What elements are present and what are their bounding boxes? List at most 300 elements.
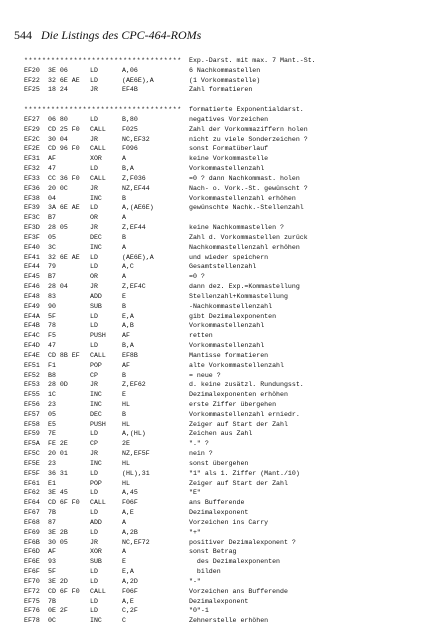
operand: C bbox=[122, 617, 126, 625]
operand: F096 bbox=[122, 145, 138, 153]
listing-row bbox=[24, 135, 416, 145]
operand: B,A bbox=[122, 342, 134, 350]
address: EF49 bbox=[24, 302, 40, 310]
comment: "E" bbox=[189, 489, 201, 497]
opcode-bytes: 28 05 bbox=[48, 224, 68, 232]
opcode-bytes: CD 25 F0 bbox=[48, 125, 80, 133]
operand: Z,EF62 bbox=[122, 381, 146, 389]
address: EF6D bbox=[24, 548, 40, 556]
mnemonic: CALL bbox=[90, 125, 106, 133]
comment: Zeichen aus Zahl bbox=[189, 430, 253, 438]
mnemonic: INC bbox=[90, 194, 102, 202]
opcode-bytes: E1 bbox=[48, 479, 56, 487]
address: EF51 bbox=[24, 361, 40, 369]
address: EF33 bbox=[24, 174, 40, 182]
comment: positiver Dezimalexponent ? bbox=[189, 538, 296, 546]
opcode-bytes: B7 bbox=[48, 273, 56, 281]
opcode-bytes: 32 6E AE bbox=[48, 76, 80, 84]
listing-row bbox=[24, 439, 416, 449]
listing-row bbox=[24, 410, 416, 420]
listing-row bbox=[24, 361, 416, 371]
operand: B bbox=[122, 410, 126, 418]
listing-row bbox=[24, 508, 416, 518]
operand: A,(AE6E) bbox=[122, 204, 154, 212]
listing-row bbox=[24, 115, 416, 125]
operand: A,B bbox=[122, 322, 134, 330]
comment: Zahl d. Vorkommastellen zurück bbox=[189, 233, 308, 241]
mnemonic: OR bbox=[90, 273, 98, 281]
address: EF41 bbox=[24, 253, 40, 261]
listing-row bbox=[24, 154, 416, 164]
listing-row bbox=[24, 243, 416, 253]
operand: A,C bbox=[122, 263, 134, 271]
operand: HL bbox=[122, 479, 130, 487]
listing-row bbox=[24, 292, 416, 302]
opcode-bytes: 83 bbox=[48, 292, 56, 300]
comment: gibt Dezimalexponenten bbox=[189, 312, 277, 320]
mnemonic: JR bbox=[90, 538, 98, 546]
address: EF57 bbox=[24, 410, 40, 418]
operand: NC,EF32 bbox=[122, 135, 150, 143]
listing-row bbox=[24, 194, 416, 204]
address: EF52 bbox=[24, 371, 40, 379]
opcode-bytes: F5 bbox=[48, 332, 56, 340]
opcode-bytes: AF bbox=[48, 155, 56, 163]
comment: dann dez. Exp.=Kommastellung bbox=[189, 283, 300, 291]
opcode-bytes: 28 0D bbox=[48, 381, 68, 389]
mnemonic: INC bbox=[90, 400, 102, 408]
address: EF55 bbox=[24, 391, 40, 399]
address: EF69 bbox=[24, 528, 40, 536]
mnemonic: LD bbox=[90, 577, 98, 585]
mnemonic: LD bbox=[90, 253, 98, 261]
opcode-bytes: 47 bbox=[48, 165, 56, 173]
opcode-bytes: 79 bbox=[48, 263, 56, 271]
address: EF46 bbox=[24, 283, 40, 291]
listing-row bbox=[24, 557, 416, 567]
operand: NC,EF72 bbox=[122, 538, 150, 546]
address: EF67 bbox=[24, 509, 40, 517]
operand: A,E bbox=[122, 509, 134, 517]
listing-row bbox=[24, 597, 416, 607]
operand: A,E bbox=[122, 597, 134, 605]
listing-row bbox=[24, 253, 416, 263]
address: EF64 bbox=[24, 499, 40, 507]
listing-row bbox=[24, 400, 416, 410]
mnemonic: JR bbox=[90, 86, 98, 94]
comment: keine Vorkommastelle bbox=[189, 155, 269, 163]
listing-row bbox=[24, 420, 416, 430]
opcode-bytes: 3C bbox=[48, 243, 56, 251]
separator-stars: *********************************** bbox=[24, 106, 182, 114]
operand: A bbox=[122, 273, 126, 281]
opcode-bytes: 05 bbox=[48, 410, 56, 418]
operand: B bbox=[122, 302, 126, 310]
opcode-bytes: CD 8B EF bbox=[48, 351, 80, 359]
mnemonic: OR bbox=[90, 214, 98, 222]
opcode-bytes: 7E bbox=[48, 430, 56, 438]
listing-row bbox=[24, 449, 416, 459]
address: EF4B bbox=[24, 322, 40, 330]
listing-row bbox=[24, 203, 416, 213]
comment: Dezimalexponenten erhöhen bbox=[189, 391, 288, 399]
operand: EF8B bbox=[122, 351, 138, 359]
comment: Vorkommastellenzahl bbox=[189, 322, 265, 330]
mnemonic: CALL bbox=[90, 351, 106, 359]
opcode-bytes: CD 6F F0 bbox=[48, 587, 80, 595]
mnemonic: CP bbox=[90, 371, 98, 379]
listing-row bbox=[24, 479, 416, 489]
mnemonic: SUB bbox=[90, 302, 102, 310]
comment: Dezimalexponent bbox=[189, 597, 249, 605]
operand: E bbox=[122, 292, 126, 300]
operand: A,06 bbox=[122, 66, 138, 74]
listing-row bbox=[24, 341, 416, 351]
mnemonic: JR bbox=[90, 450, 98, 458]
mnemonic: LD bbox=[90, 528, 98, 536]
block-heading: Exp.-Darst. mit max. 7 Mant.-St. bbox=[189, 57, 316, 64]
mnemonic: CALL bbox=[90, 145, 106, 153]
address: EF2C bbox=[24, 135, 40, 143]
opcode-bytes: 04 bbox=[48, 194, 56, 202]
address: EF5C bbox=[24, 450, 40, 458]
operand: Z,EF44 bbox=[122, 224, 146, 232]
mnemonic: INC bbox=[90, 617, 102, 625]
address: EF75 bbox=[24, 597, 40, 605]
mnemonic: LD bbox=[90, 489, 98, 497]
address: EF4C bbox=[24, 332, 40, 340]
operand: F06F bbox=[122, 587, 138, 595]
listing-row bbox=[24, 380, 416, 390]
comment: sonst übergehen bbox=[189, 459, 249, 467]
operand: AF bbox=[122, 332, 130, 340]
comment: "0"-1 bbox=[189, 607, 209, 615]
listing-row bbox=[24, 577, 416, 587]
listing-row bbox=[24, 498, 416, 508]
address: EF48 bbox=[24, 292, 40, 300]
listing-row bbox=[24, 538, 416, 548]
operand: (AE6E),A bbox=[122, 253, 154, 261]
operand: E,A bbox=[122, 312, 134, 320]
comment: Zahl der Vorkommaziffern holen bbox=[189, 125, 308, 133]
comment: "+" bbox=[189, 528, 201, 536]
comment: = neue ? bbox=[189, 371, 221, 379]
listing-row bbox=[24, 233, 416, 243]
address: EF3C bbox=[24, 214, 40, 222]
comment: Nach- o. Vork.-St. gewünscht ? bbox=[189, 184, 308, 192]
operand: HL bbox=[122, 459, 130, 467]
listing-row bbox=[24, 429, 416, 439]
mnemonic: LD bbox=[90, 312, 98, 320]
address: EF2E bbox=[24, 145, 40, 153]
listing-row bbox=[24, 213, 416, 223]
comment: alte Vorkommastellenzahl bbox=[189, 361, 284, 369]
opcode-bytes: 93 bbox=[48, 558, 56, 566]
comment: Zehnerstelle erhöhen bbox=[189, 617, 269, 625]
listing-row bbox=[24, 567, 416, 577]
listing-row bbox=[24, 371, 416, 381]
opcode-bytes: CD 6F F0 bbox=[48, 499, 80, 507]
listing-row bbox=[24, 587, 416, 597]
mnemonic: JR bbox=[90, 184, 98, 192]
page-header bbox=[14, 27, 414, 43]
mnemonic: LD bbox=[90, 76, 98, 84]
page-title: Die Listings des CPC-464-ROMs bbox=[41, 28, 202, 42]
address: EF58 bbox=[24, 420, 40, 428]
comment: nicht zu viele Sonderzeichen ? bbox=[189, 135, 308, 143]
listing-row bbox=[24, 351, 416, 361]
address: EF6F bbox=[24, 568, 40, 576]
opcode-bytes: AF bbox=[48, 548, 56, 556]
comment: Vorkommastellenzahl bbox=[189, 342, 265, 350]
listing-row bbox=[24, 125, 416, 135]
listing-row bbox=[24, 144, 416, 154]
listing-row bbox=[24, 518, 416, 528]
address: EF5E bbox=[24, 459, 40, 467]
comment: Vorkommastellenzahl bbox=[189, 165, 265, 173]
address: EF31 bbox=[24, 155, 40, 163]
listing-row bbox=[24, 272, 416, 282]
mnemonic: POP bbox=[90, 361, 102, 369]
mnemonic: JR bbox=[90, 283, 98, 291]
mnemonic: INC bbox=[90, 391, 102, 399]
listing-row bbox=[24, 223, 416, 233]
mnemonic: LD bbox=[90, 165, 98, 173]
address: EF3F bbox=[24, 233, 40, 241]
operand: AF bbox=[122, 361, 130, 369]
opcode-bytes: 3E 45 bbox=[48, 489, 68, 497]
mnemonic: INC bbox=[90, 459, 102, 467]
operand: F025 bbox=[122, 125, 138, 133]
mnemonic: POP bbox=[90, 479, 102, 487]
opcode-bytes: 5F bbox=[48, 312, 56, 320]
operand: E bbox=[122, 391, 126, 399]
opcode-bytes: FE 2E bbox=[48, 440, 68, 448]
opcode-bytes: 7B bbox=[48, 597, 56, 605]
mnemonic: DEC bbox=[90, 410, 102, 418]
comment: Zeiger auf Start der Zahl bbox=[189, 479, 288, 487]
listing-row bbox=[24, 85, 416, 95]
mnemonic: PUSH bbox=[90, 332, 106, 340]
operand: NZ,EF44 bbox=[122, 184, 150, 192]
comment: bilden bbox=[189, 568, 221, 576]
address: EF32 bbox=[24, 165, 40, 173]
opcode-bytes: 1C bbox=[48, 391, 56, 399]
listing-row bbox=[24, 606, 416, 616]
address: EF78 bbox=[24, 617, 40, 625]
listing-row bbox=[24, 184, 416, 194]
listing-row bbox=[24, 488, 416, 498]
operand: A bbox=[122, 518, 126, 526]
separator-stars: *********************************** bbox=[24, 57, 182, 64]
comment: Zeiger auf Start der Zahl bbox=[189, 420, 288, 428]
opcode-bytes: 23 bbox=[48, 459, 56, 467]
comment: Zahl formatieren bbox=[189, 86, 253, 94]
listing-row bbox=[24, 528, 416, 538]
comment: des Dezimalexponenten bbox=[189, 558, 281, 566]
listing-row bbox=[24, 174, 416, 184]
page-number: 544 bbox=[14, 28, 32, 42]
operand: C,2F bbox=[122, 607, 138, 615]
comment: gewünschte Nachk.-Stellenzahl bbox=[189, 204, 304, 212]
address: EF22 bbox=[24, 76, 40, 84]
address: EF72 bbox=[24, 587, 40, 595]
comment: Dezimalexponent bbox=[189, 509, 249, 517]
opcode-bytes: 05 bbox=[48, 233, 56, 241]
address: EF56 bbox=[24, 400, 40, 408]
opcode-bytes: 87 bbox=[48, 518, 56, 526]
operand: A,2B bbox=[122, 528, 138, 536]
mnemonic: LD bbox=[90, 263, 98, 271]
address: EF4A bbox=[24, 312, 40, 320]
opcode-bytes: 5F bbox=[48, 568, 56, 576]
operand: A bbox=[122, 214, 126, 222]
operand: E,A bbox=[122, 568, 134, 576]
opcode-bytes: 0C bbox=[48, 617, 56, 625]
opcode-bytes: 47 bbox=[48, 342, 56, 350]
block-header-row bbox=[24, 105, 416, 115]
block-gap bbox=[24, 95, 416, 105]
comment: =0 ? bbox=[189, 273, 205, 281]
comment: negatives Vorzeichen bbox=[189, 115, 269, 123]
comment: Vorkommastellenzahl erniedr. bbox=[189, 410, 300, 418]
mnemonic: JR bbox=[90, 381, 98, 389]
mnemonic: LD bbox=[90, 115, 98, 123]
address: EF38 bbox=[24, 194, 40, 202]
comment: retten bbox=[189, 332, 213, 340]
address: EF4E bbox=[24, 351, 40, 359]
opcode-bytes: 23 bbox=[48, 400, 56, 408]
operand: B bbox=[122, 371, 126, 379]
address: EF40 bbox=[24, 243, 40, 251]
opcode-bytes: 20 01 bbox=[48, 450, 68, 458]
address: EF6E bbox=[24, 558, 40, 566]
comment: ans Bufferende bbox=[189, 499, 245, 507]
address: EF29 bbox=[24, 125, 40, 133]
comment: Mantisse formatieren bbox=[189, 351, 269, 359]
listing-row bbox=[24, 302, 416, 312]
comment: Gesamtstellenzahl bbox=[189, 263, 257, 271]
address: EF45 bbox=[24, 273, 40, 281]
listing-row bbox=[24, 164, 416, 174]
listing-row bbox=[24, 331, 416, 341]
mnemonic: CALL bbox=[90, 587, 106, 595]
opcode-bytes: 06 80 bbox=[48, 115, 68, 123]
operand: B,A bbox=[122, 165, 134, 173]
address: EF44 bbox=[24, 263, 40, 271]
operand: 2E bbox=[122, 440, 130, 448]
opcode-bytes: 7B bbox=[48, 509, 56, 517]
mnemonic: XOR bbox=[90, 155, 102, 163]
mnemonic: PUSH bbox=[90, 420, 106, 428]
address: EF53 bbox=[24, 381, 40, 389]
comment: (1 Vorkommastelle) bbox=[189, 76, 261, 84]
mnemonic: LD bbox=[90, 66, 98, 74]
opcode-bytes: F1 bbox=[48, 361, 56, 369]
opcode-bytes: 36 31 bbox=[48, 469, 68, 477]
block-header-row bbox=[24, 56, 416, 66]
operand: B bbox=[122, 233, 126, 241]
comment: -Nachkommastellenzahl bbox=[189, 302, 273, 310]
opcode-bytes: 18 24 bbox=[48, 86, 68, 94]
listing-row bbox=[24, 459, 416, 469]
opcode-bytes: 78 bbox=[48, 322, 56, 330]
comment: nein ? bbox=[189, 450, 213, 458]
operand: E bbox=[122, 558, 126, 566]
mnemonic: LD bbox=[90, 469, 98, 477]
mnemonic: LD bbox=[90, 568, 98, 576]
operand: Z,EF4C bbox=[122, 283, 146, 291]
mnemonic: DEC bbox=[90, 233, 102, 241]
address: EF25 bbox=[24, 86, 40, 94]
operand: B bbox=[122, 194, 126, 202]
comment: Vorkommastellenzahl erhöhen bbox=[189, 194, 296, 202]
address: EF61 bbox=[24, 479, 40, 487]
opcode-bytes: 30 05 bbox=[48, 538, 68, 546]
listing-row bbox=[24, 282, 416, 292]
address: EF6B bbox=[24, 538, 40, 546]
opcode-bytes: 3E 2D bbox=[48, 577, 68, 585]
address: EF39 bbox=[24, 204, 40, 212]
listing-row bbox=[24, 262, 416, 272]
opcode-bytes: 3A 6E AE bbox=[48, 204, 80, 212]
mnemonic: JR bbox=[90, 135, 98, 143]
comment: "." ? bbox=[189, 440, 209, 448]
operand: A bbox=[122, 155, 126, 163]
mnemonic: LD bbox=[90, 322, 98, 330]
mnemonic: LD bbox=[90, 342, 98, 350]
comment: Vorzeichen ins Carry bbox=[189, 518, 269, 526]
address: EF27 bbox=[24, 115, 40, 123]
operand: B,80 bbox=[122, 115, 138, 123]
mnemonic: LD bbox=[90, 597, 98, 605]
mnemonic: CALL bbox=[90, 174, 106, 182]
address: EF20 bbox=[24, 66, 40, 74]
comment: d. keine zusätzl. Rundungsst. bbox=[189, 381, 304, 389]
opcode-bytes: 3E 2B bbox=[48, 528, 68, 536]
address: EF59 bbox=[24, 430, 40, 438]
listing-row bbox=[24, 321, 416, 331]
comment: erste Ziffer übergehen bbox=[189, 400, 277, 408]
comment: Stellenzahl+Kommastellung bbox=[189, 292, 288, 300]
operand: EF4B bbox=[122, 86, 138, 94]
mnemonic: LD bbox=[90, 430, 98, 438]
mnemonic: ADD bbox=[90, 292, 102, 300]
mnemonic: CP bbox=[90, 440, 98, 448]
opcode-bytes: CC 36 F0 bbox=[48, 174, 80, 182]
address: EF5A bbox=[24, 440, 40, 448]
comment: und wieder speichern bbox=[189, 253, 269, 261]
operand: (AE6E),A bbox=[122, 76, 154, 84]
listing-row bbox=[24, 76, 416, 86]
mnemonic: LD bbox=[90, 204, 98, 212]
comment: Nachkommastellenzahl erhöhen bbox=[189, 243, 300, 251]
listing-row bbox=[24, 547, 416, 557]
address: EF3D bbox=[24, 224, 40, 232]
comment: 6 Nachkommastellen bbox=[189, 66, 261, 74]
mnemonic: SUB bbox=[90, 558, 102, 566]
operand: Z,F036 bbox=[122, 174, 146, 182]
mnemonic: LD bbox=[90, 509, 98, 517]
address: EF68 bbox=[24, 518, 40, 526]
operand: A,(HL) bbox=[122, 430, 146, 438]
opcode-bytes: B7 bbox=[48, 214, 56, 222]
opcode-bytes: 3E 06 bbox=[48, 66, 68, 74]
address: EF4D bbox=[24, 342, 40, 350]
opcode-bytes: 30 04 bbox=[48, 135, 68, 143]
comment: Vorzeichen ans Bufferende bbox=[189, 587, 288, 595]
listing-row bbox=[24, 66, 416, 76]
